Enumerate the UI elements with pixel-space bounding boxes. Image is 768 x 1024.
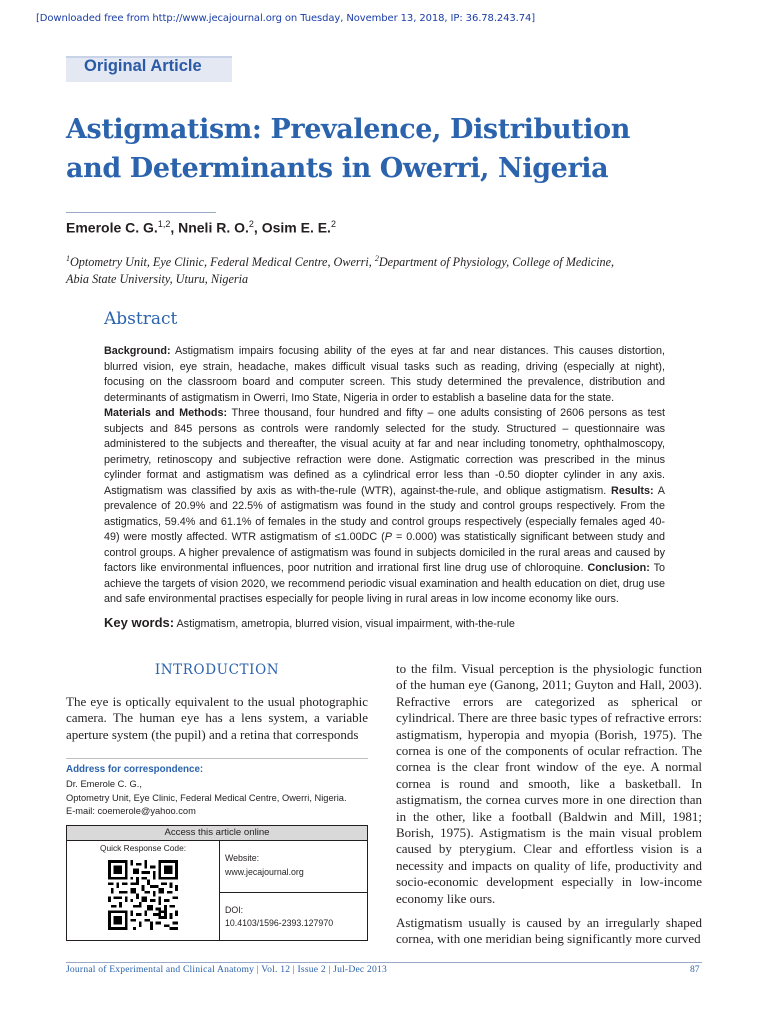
page-number: 87 — [690, 964, 700, 975]
article-type-label: Original Article — [84, 57, 202, 75]
correspondence-line: Dr. Emerole C. G., — [66, 779, 142, 789]
conclusion-text: To achieve the targets of vision 2020, we recommend periodic visual examination and health education on diet, drug use and safe environmental practises especially for people living in rural areas in low income economy like ours. — [104, 562, 665, 605]
correspondence-heading: Address for correspondence: — [66, 764, 204, 775]
intro-right-paragraph-2: Astigmatism usually is caused by an irregularly shaped cornea, with one meridian being significantly more curved — [396, 915, 702, 947]
journal-footer: Journal of Experimental and Clinical Anatomy | Vol. 12 | Issue 2 | Jul-Dec 2013 — [66, 964, 387, 975]
author-name: Nneli R. O. — [178, 219, 249, 236]
introduction-heading: INTRODUCTION — [154, 662, 280, 678]
keywords-text: Astigmatism, ametropia, blurred vision, visual impairment, with-the-rule — [174, 618, 515, 630]
conclusion-label: Conclusion: — [587, 562, 650, 574]
correspondence-line: Optometry Unit, Eye Clinic, Federal Medical Centre, Owerri, Nigeria. — [66, 793, 347, 803]
correspondence-divider — [66, 758, 368, 759]
doi-value[interactable]: 10.4103/1596-2393.127970 — [225, 918, 334, 928]
affiliations — [66, 251, 686, 287]
affil-sup: 2 — [374, 254, 379, 263]
download-notice: [Downloaded free from http://www.jecajournal.org on Tuesday, November 13, 2018, IP: 36.78.243.74] — [36, 13, 536, 24]
footer-divider — [66, 962, 702, 963]
website-link[interactable]: www.jecajournal.org — [225, 867, 304, 877]
article-title — [66, 110, 706, 188]
qr-label: Quick Response Code: — [99, 843, 187, 853]
affil-line-2: Abia State University, Uturu, Nigeria — [66, 271, 249, 286]
author-sup: 1,2 — [157, 219, 171, 229]
background-label: Background: — [104, 345, 171, 357]
results-text-b: = 0.000) was statistically significant between study and control groups. A higher prevalence of astigmatism was found in subjects domiciled in the rural areas and caused by factors like environmental influences, poor nutrition and irrational first line drug use of chloroquine. — [104, 531, 665, 574]
access-box-title: Access this article online — [67, 826, 367, 840]
background-text: Astigmatism impairs focusing ability of the eyes at far and near distances. This causes distortion, blurred vision, eye strain, headache, makes difficult visual tasks such as reading, driving (especially at night), focusing on the classroom board and computer screen. This study determined the prevalence, distribution and determinants of astigmatism in Owerri, Imo State, Nigeria in order to establish a baseline data for the state. — [104, 345, 665, 404]
intro-right-paragraph: to the film. Visual perception is the physiologic function of the human eye (Ganong, 2011; Guyton and Hall, 2003). Refractive errors are categorized as spherical or cylindrical. There are three basic types of refractive errors: astigmatism, hyperopia and myopia (Borish, 1975). The cornea is one of the components of ocular refraction. The cornea is the clear front window of the eye. A normal cornea is round and smooth, like a basketball. In astigmatism, the cornea curves more in one direction than in the other, like a football (Baldwin and Mill, 1981; Borish, 1975). Astigmatism is the main visual problem caused by pterygium. Clear and effortless vision is a necessity and impacts on quality of life, productivity and socio-economic development especially in low-income economy like ours. — [396, 661, 702, 906]
results-text-a: A prevalence of 20.9% and 22.5% of astigmatism was found in the study and control groups respectively. From the astigmatics, 59.4% and 61.1% of females in the study and control groups respectively (especially females aged 40-49) were mostly affected. WTR astigmatism of ≤1.00DC ( — [104, 484, 665, 543]
author-list: Emerole C. G.$^{1,2}$, Nneli R. O.$^2$, Osim E. E.$^2$ — [66, 219, 336, 236]
access-box-column-divider — [219, 840, 220, 941]
affil-part-1: Optometry Unit, Eye Clinic, Federal Medical Centre, Owerri, — [70, 255, 375, 270]
p-symbol: P — [384, 531, 392, 543]
title-line-2: and Determinants in Owerri, Nigeria — [66, 153, 609, 184]
access-box-divider — [66, 840, 368, 841]
correspondence-email: E-mail: coemerole@yahoo.com — [66, 806, 196, 816]
author-name: Emerole C. G. — [66, 219, 158, 236]
methods-text: Three thousand, four hundred and fifty – one adults consisting of 2606 persons as test subjects and 845 persons as controls were randomly selected for the study. Structured – questionnaire was administered to the subjects and thereafter, the visual acuity at far and near including tonometry, ophthalmoscopy, perimetry, retinoscopy and subjective refraction were done. Astigmatic correction was prescribed in the minus cylinder format and astigmatism was defined as a cylindrical error less than -0.50 diopter cylinder in any axis. Astigmatism was classified by axis as with-the-rule (WTR), against-the-rule, and oblique astigmatism. — [104, 407, 666, 497]
intro-left-paragraph: The eye is optically equivalent to the usual photographic camera. The human eye has a lens system, a variable aperture system (the pupil) and a retina that corresponds — [66, 694, 368, 742]
abstract-body — [104, 344, 665, 608]
access-box-row-divider — [219, 892, 368, 893]
author-name: Osim E. E. — [261, 219, 331, 236]
doi-label: DOI: — [225, 905, 244, 915]
results-label: Results: — [611, 484, 654, 497]
keywords — [104, 615, 665, 630]
keywords-label: Key words: — [104, 615, 175, 630]
author-sup: 2 — [330, 219, 336, 229]
abstract-heading: Abstract — [104, 309, 178, 329]
website-label: Website: — [225, 853, 260, 863]
affil-sup: 1 — [66, 254, 70, 263]
author-sup: 2 — [248, 219, 254, 229]
qr-code-icon — [108, 860, 178, 930]
methods-label: Materials and Methods: — [104, 407, 228, 419]
title-line-1: Astigmatism: Prevalence, Distribution — [66, 114, 630, 145]
title-divider — [66, 212, 216, 213]
affil-part-2: Department of Physiology, College of Medicine, — [378, 255, 615, 270]
